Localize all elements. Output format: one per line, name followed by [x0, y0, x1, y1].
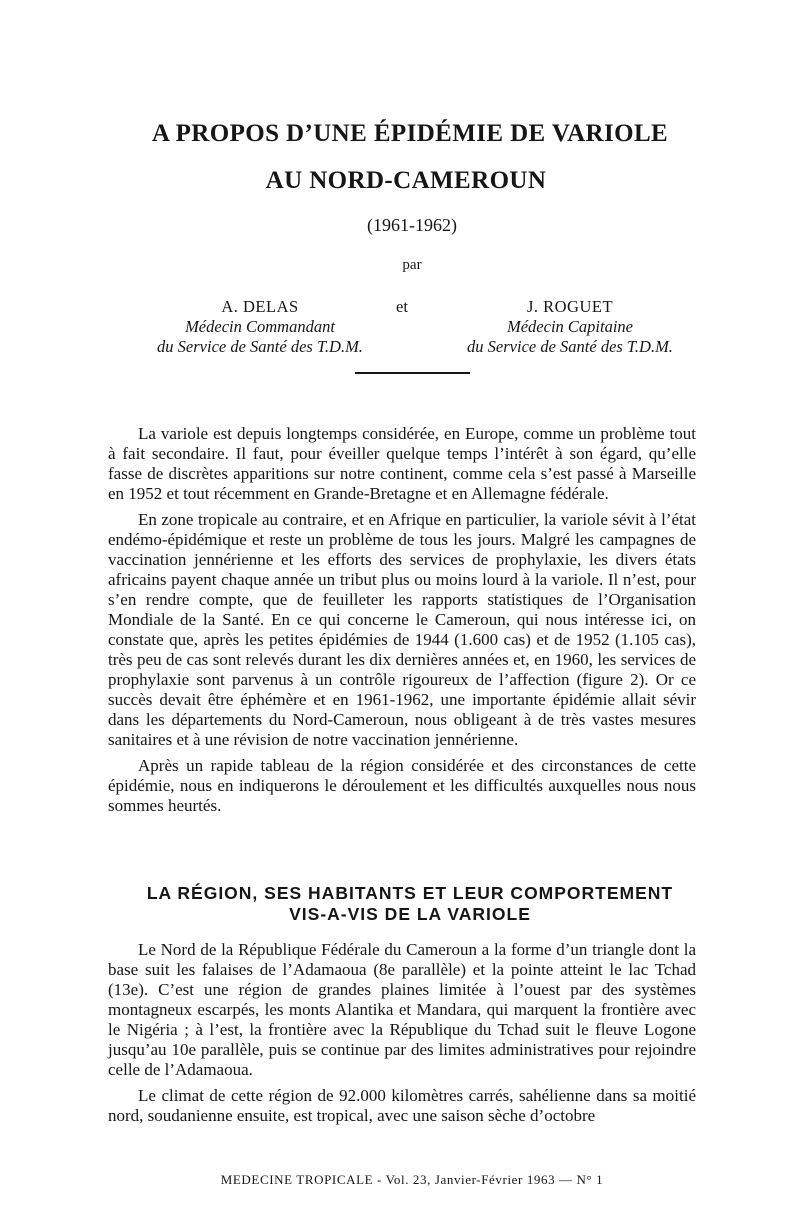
author-block-roguet: [430, 297, 710, 357]
article-title-line2: AU NORD-CAMEROUN: [265, 167, 547, 194]
intro-text: [108, 424, 696, 822]
title-divider: [355, 372, 470, 374]
section-paragraph: Le Nord de la République Fédérale du Cameroun a la forme d’un triangle dont la base suit les falaises de l’Adamaoua (8e parallèle) et la pointe atteint le lac Tchad (13e). C’est une région de grandes plaines limitée à l’ouest par des systèmes montagneux escarpés, les monts Alantika et Mandara, qui marquent la frontière avec le Nigéria ; à l’est, la frontière avec la République du Tchad suit le fleuve Logone jusqu’au 10e parallèle, puis se continue par des limites administratives pour rejoindre celle de l’Adamaoua.: [108, 940, 696, 1079]
byline-et: et: [396, 297, 408, 316]
journal-issue: - Vol. 23, Janvier-Février 1963 — N° 1: [373, 1172, 604, 1187]
author-role: Médecin Commandant: [185, 317, 335, 336]
intro-paragraph: Après un rapide tableau de la région considérée et des circonstances de cette épidémie, nous en indiquerons le déroulement et les difficultés auxquelles nous nous sommes heurtés.: [108, 756, 696, 815]
author-role: Médecin Capitaine: [506, 317, 633, 336]
author-name: A. DELAS: [221, 297, 299, 316]
author-affiliation: du Service de Santé des T.D.M.: [467, 337, 673, 356]
author-block-delas: [120, 297, 400, 357]
section-heading-line1: LA RÉGION, SES HABITANTS ET LEUR COMPORTEMENT: [146, 883, 674, 903]
author-affiliation: du Service de Santé des T.D.M.: [157, 337, 363, 356]
section-text: [108, 940, 696, 1132]
byline-par: par: [402, 257, 422, 273]
intro-paragraph: En zone tropicale au contraire, et en Afrique en particulier, la variole sévit à l’état endémo-épidémique et reste un problème de tous les jours. Malgré les campagnes de vaccination jennérienne et les efforts des services de prophylaxie, les divers états africains payent chaque année un tribut plus ou moins lourd à la variole. Il n’est, pour s’en rendre compte, que de feuilleter les rapports statistiques de l’Organisation Mondiale de la Santé. En ce qui concerne le Cameroun, qui nous intéresse ici, on constate que, après les petites épidémies de 1944 (1.600 cas) et de 1952 (1.105 cas), très peu de cas sont relevés durant les dix dernières années et, en 1960, les services de prophylaxie sont parvenus à un contrôle rigoureux de l’affection (figure 2). Or ce succès devait être éphémère et en 1961-1962, une importante épidémie allait sévir dans les départements du Nord-Cameroun, nous obligeant à de très vastes mesures sanitaires et à une révision de notre vaccination jennérienne.: [108, 510, 696, 749]
section-paragraph: Le climat de cette région de 92.000 kilomètres carrés, sahélienne dans sa moitié nord, soudanienne ensuite, est tropical, avec une saison sèche d’octobre: [108, 1086, 696, 1125]
article-dates: (1961-1962): [367, 215, 457, 235]
section-heading-line2: VIS-A-VIS DE LA VARIOLE: [289, 904, 531, 924]
intro-paragraph: La variole est depuis longtemps considérée, en Europe, comme un problème tout à fait secondaire. Il faut, pour éveiller quelque temps l’intérêt à son égard, qu’elle fasse de discrètes apparitions sur notre continent, comme cela s’est passé à Marseille en 1952 et tout récemment en Grande-Bretagne et en Allemagne fédérale.: [108, 424, 696, 503]
journal-name: MEDECINE TROPICALE: [220, 1172, 374, 1187]
section-heading: [100, 883, 720, 925]
article-title-line1: A PROPOS D’UNE ÉPIDÉMIE DE VARIOLE: [151, 120, 669, 147]
page-footer: [0, 1172, 800, 1188]
author-name: J. ROGUET: [526, 297, 614, 316]
